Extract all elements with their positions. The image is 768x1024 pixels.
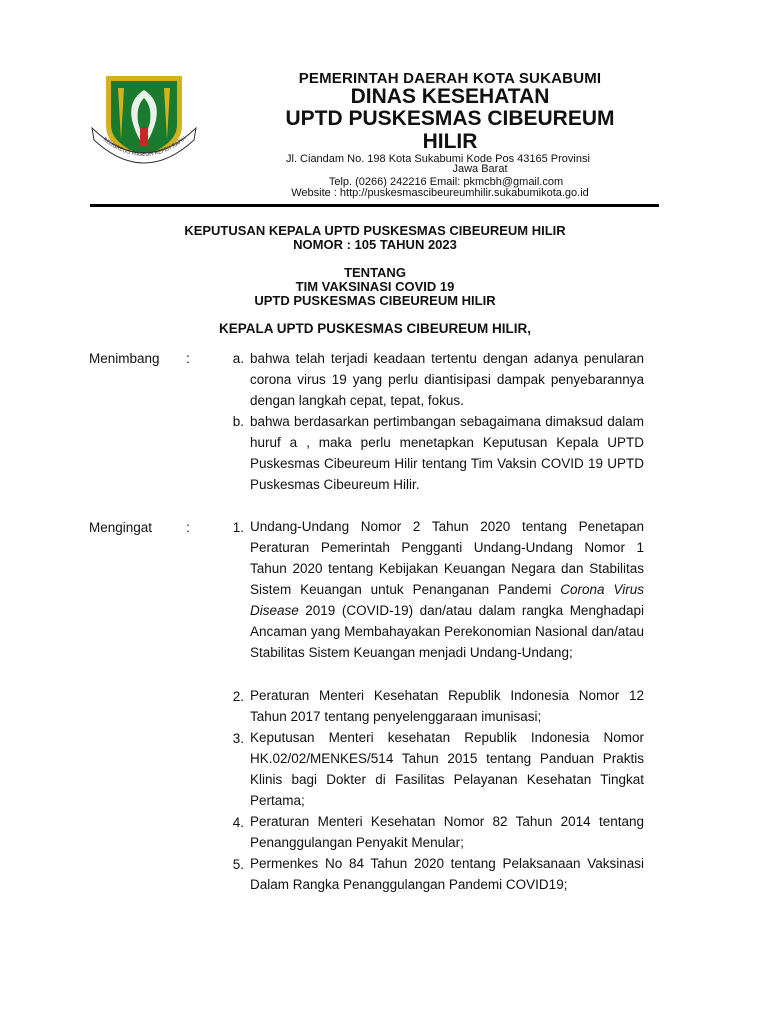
letterhead-address: Jl. Ciandam No. 198 Kota Sukabumi Kode Pos 43165 Provinsi bbox=[286, 153, 590, 165]
mengingat-item-mark: 4. bbox=[232, 815, 244, 830]
mengingat-label: Mengingat bbox=[89, 520, 153, 535]
letterhead-address-cont: Jawa Barat bbox=[452, 163, 508, 175]
mengingat-item-mark: 2. bbox=[232, 689, 244, 704]
decree-subject: TIM VAKSINASI COVID 19 bbox=[295, 279, 455, 294]
menimbang-item-mark: a. bbox=[232, 351, 244, 366]
menimbang-item-mark: b. bbox=[232, 414, 244, 429]
letterhead-government: PEMERINTAH DAERAH KOTA SUKABUMI bbox=[298, 70, 602, 87]
mengingat-item-mark: 3. bbox=[232, 731, 244, 746]
mengingat-item-text: Peraturan Menteri Kesehatan Republik Indonesia Nomor 12 Tahun 2017 tentang penyelenggaraan imunisasi; bbox=[250, 688, 644, 724]
mengingat-item-mark: 5. bbox=[232, 857, 244, 872]
mengingat-item-text bbox=[250, 516, 644, 663]
decree-about: TENTANG bbox=[344, 265, 406, 280]
menimbang-item-text: bahwa berdasarkan pertimbangan sebagaimana dimaksud dalam huruf a , maka perlu menetapkan Keputusan Kepala UPTD Puskesmas Cibeureum Hilir tentang Tim Vaksin COVID 19 UPTD Puskesmas Cibeureum Hilir. bbox=[250, 414, 644, 492]
mengingat-item-mark: 1. bbox=[232, 520, 244, 535]
mengingat-colon: : bbox=[186, 520, 190, 535]
decree-title: KEPUTUSAN KEPALA UPTD PUSKESMAS CIBEUREUM HILIR bbox=[184, 223, 566, 238]
mengingat-item-text: Peraturan Menteri Kesehatan Nomor 82 Tahun 2014 tentang Penanggulangan Penyakit Menular; bbox=[250, 814, 644, 850]
decree-number: NOMOR : 105 TAHUN 2023 bbox=[293, 237, 457, 252]
letterhead-divider bbox=[90, 204, 659, 207]
menimbang-label: Menimbang bbox=[89, 351, 160, 366]
mengingat-item-text-italic: Corona Virus Disease bbox=[250, 582, 644, 618]
mengingat-item-text: Keputusan Menteri kesehatan Republik Indonesia Nomor HK.02/02/MENKES/514 Tahun 2015 tentang Panduan Praktis Klinis bagi Dokter di Fasilitas Pelayanan Kesehatan Tingkat Pertama; bbox=[250, 730, 644, 808]
emblem-ribbon-text: REUGREUG PAGEUH REPEH RAPIH bbox=[101, 135, 188, 159]
decree-subject-unit: UPTD PUSKESMAS CIBEUREUM HILIR bbox=[254, 293, 496, 308]
letterhead-contact: Telp. (0266) 242216 Email: pkmcbh@gmail.com bbox=[328, 176, 564, 188]
letterhead-unit: UPTD PUSKESMAS CIBEUREUM bbox=[285, 107, 615, 130]
letterhead-website: Website : http://puskesmascibeureumhilir.sukabumikota.go.id bbox=[291, 187, 589, 199]
menimbang-item-text: bahwa telah terjadi keadaan tertentu dengan adanya penularan corona virus 19 yang perlu diantisipasi dampak penyebarannya dengan langkah cepat, tepat, fokus. bbox=[250, 351, 644, 408]
mengingat-item-text-part: Undang-Undang Nomor 2 Tahun 2020 tentang Penetapan Peraturan Pemerintah Pengganti Undang-Undang Nomor 1 Tahun 2020 tentang Kebijakan Keuangan Negara dan Stabilitas Sistem Keuangan untuk Penanganan Pandemi bbox=[250, 519, 644, 597]
letterhead-agency: DINAS KESEHATAN bbox=[350, 85, 550, 108]
mengingat-item-text-part: 2019 (COVID-19) dan/atau dalam rangka Menghadapi Ancaman yang Membahayakan Perekonomian Nasional dan/atau Stabilitas Sistem Keuangan menjadi Undang-Undang; bbox=[250, 603, 644, 660]
letterhead-unit-cont: HILIR bbox=[422, 130, 478, 153]
menimbang-colon: : bbox=[186, 351, 190, 366]
city-emblem-icon bbox=[88, 70, 200, 170]
decree-head: KEPALA UPTD PUSKESMAS CIBEUREUM HILIR, bbox=[218, 321, 532, 336]
mengingat-item-text: Permenkes No 84 Tahun 2020 tentang Pelaksanaan Vaksinasi Dalam Rangka Penanggulangan Pandemi COVID19; bbox=[250, 856, 644, 892]
